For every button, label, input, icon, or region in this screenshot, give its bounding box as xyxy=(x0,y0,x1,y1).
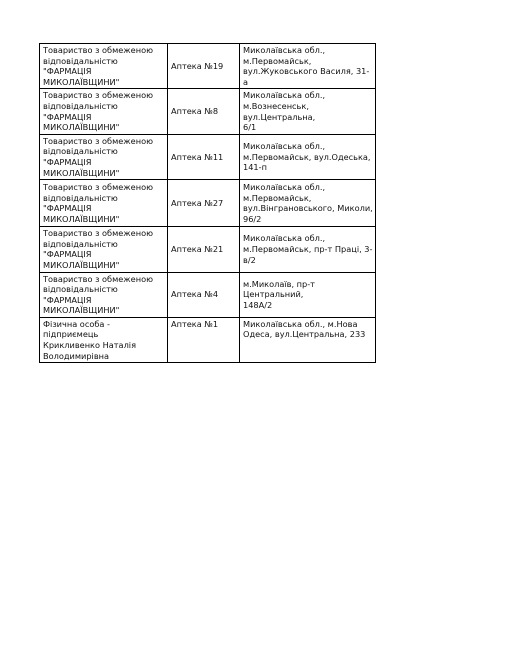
table-row xyxy=(40,89,376,134)
pharmacy-name-cell: Аптека №1 xyxy=(168,317,240,362)
address-cell: Миколаївська обл., м.Первомайськ, вул.Вінграновського, Миколи, 96/2 xyxy=(240,180,376,227)
table-row xyxy=(40,227,376,272)
pharmacy-name-cell: Аптека №8 xyxy=(168,89,240,134)
owner-cell: Товариство з обмеженою відповідальністю "ФАРМАЦІЯ МИКОЛАЇВЩИНИ" xyxy=(40,44,168,89)
pharmacy-name-cell: Аптека №27 xyxy=(168,180,240,227)
owner-cell: Товариство з обмеженою відповідальністю "ФАРМАЦІЯ МИКОЛАЇВЩИНИ" xyxy=(40,272,168,317)
table-row xyxy=(40,180,376,227)
table-row xyxy=(40,317,376,362)
pharmacy-name-cell: Аптека №19 xyxy=(168,44,240,89)
table-row xyxy=(40,134,376,179)
pharmacy-name-cell: Аптека №11 xyxy=(168,134,240,179)
address-cell: Миколаївська обл., м.Вознесенськ, вул.Центральна, 6/1 xyxy=(240,89,376,134)
owner-cell: Фізична особа - підприємець Крикливенко Наталія Володимирівна xyxy=(40,317,168,362)
pharmacy-name-cell: Аптека №21 xyxy=(168,227,240,272)
owner-cell: Товариство з обмеженою відповідальністю "ФАРМАЦІЯ МИКОЛАЇВЩИНИ" xyxy=(40,180,168,227)
table-row xyxy=(40,44,376,89)
owner-cell: Товариство з обмеженою відповідальністю "ФАРМАЦІЯ МИКОЛАЇВЩИНИ" xyxy=(40,227,168,272)
address-cell: Миколаївська обл., м.Первомайськ, пр-т Праці, 3-в/2 xyxy=(240,227,376,272)
address-cell: м.Миколаїв, пр-т Центральний, 148А/2 xyxy=(240,272,376,317)
owner-cell: Товариство з обмеженою відповідальністю "ФАРМАЦІЯ МИКОЛАЇВЩИНИ" xyxy=(40,134,168,179)
address-cell: Миколаївська обл., м.Нова Одеса, вул.Центральна, 233 xyxy=(240,317,376,362)
table-row xyxy=(40,272,376,317)
pharmacy-registry-table xyxy=(39,43,376,363)
owner-cell: Товариство з обмеженою відповідальністю "ФАРМАЦІЯ МИКОЛАЇВЩИНИ" xyxy=(40,89,168,134)
address-cell: Миколаївська обл., м.Первомайськ, вул.Одеська, 141-п xyxy=(240,134,376,179)
pharmacy-name-cell: Аптека №4 xyxy=(168,272,240,317)
address-cell: Миколаївська обл., м.Первомайськ, вул.Жуковського Василя, 31-а xyxy=(240,44,376,89)
